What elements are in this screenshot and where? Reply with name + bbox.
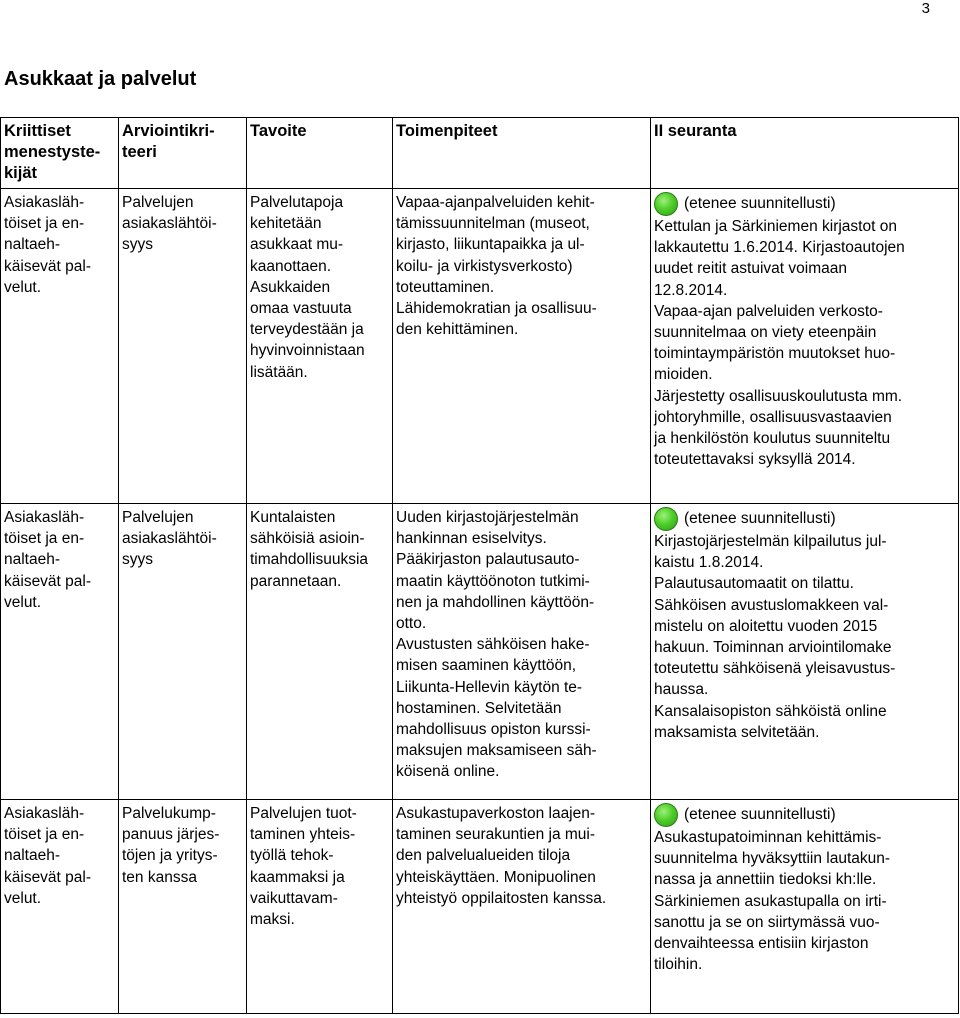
cell-critical-success-factor: Asiakasläh- töiset ja en- naltaeh- käisevät pal- velut. [1,189,119,504]
follow-up-text: Kirjastojärjestelmän kilpailutus jul- kaistu 1.8.2014. Palautusautomaatit on tilattu. Sähköisen avustuslomakkeen val- mistelu on aloitettu vuoden 2015 hakuun. Toiminnan arviointilomake toteutettu sähköisenä yleisavustus- haussa. Kansalaisopiston sähköistä online maksamista selvitetään. [654,533,896,741]
cell-critical-success-factor: Asiakasläh- töiset ja en- naltaeh- käisevät pal- velut. [1,504,119,800]
cell-evaluation-criterion: Palvelujen asiakaslähtöi- syys [119,189,247,504]
cell-goal: Palvelujen tuot- taminen yhteis- työllä tehok- kaammaksi ja vaikuttavam- maksi. [247,800,393,1014]
follow-up-text: Asukastupatoiminnan kehittämis- suunnitelma hyväksyttiin lautakun- nassa ja annettiin tiedoksi kh:lle. Särkiniemen asukastupalla on irti- sanottu ja se on siirtymässä vuo- denvaihteessa entisiin kirjaston tiloihin. [654,829,891,974]
table-row [1,504,959,800]
table-row [1,800,959,1014]
page-number: 3 [921,0,930,17]
cell-critical-success-factor: Asiakasläh- töiset ja en- naltaeh- käisevät pal- velut. [1,800,119,1014]
green-status-icon [654,192,678,216]
status-label: (etenee suunnitellusti) [684,806,836,824]
header-follow-up: II seuranta [651,118,959,189]
header-goals: Tavoite [247,118,393,189]
cell-follow-up [651,504,959,800]
green-status-icon [654,507,678,531]
action-plan-table [0,117,959,1014]
green-status-icon [654,803,678,827]
cell-actions: Asukastupaverkoston laajen- taminen seurakuntien ja mui- den palvelualueiden tiloja yhteiskäyttäen. Monipuolinen yhteistyö oppilaitosten kanssa. [393,800,651,1014]
cell-actions: Uuden kirjastojärjestelmän hankinnan esiselvitys. Pääkirjaston palautusauto- maatin käyttöönoton tutkimi- nen ja mahdollinen käyttöön- otto. Avustusten sähköisen hake- misen saaminen käyttöön, Liikunta-Hellevin käytön te- hostaminen. Selvitetään mahdollisuus opiston kurssi- maksujen maksamiseen säh- köisenä online. [393,504,651,800]
cell-goal: Palvelutapoja kehitetään asukkaat mu- kaanottaen. Asukkaiden omaa vastuuta terveydestään ja hyvinvoinnistaan lisätään. [247,189,393,504]
follow-up-text: Kettulan ja Särkiniemen kirjastot on lakkautettu 1.6.2014. Kirjastoautojen uudet reitit astuivat voimaan 12.8.2014. Vapaa-ajan palveluiden verkosto- suunnitelmaa on viety eteenpäin toimintaympäristön muutokset huo- mioiden. Järjestetty osallisuuskoulutusta mm. johtoryhmille, osallisuusvastaavien ja henkilöstön koulutus suunniteltu toteutettavaksi syksyllä 2014. [654,218,905,469]
page-title: Asukkaat ja palvelut [4,68,197,90]
status-label: (etenee suunnitellusti) [684,510,836,528]
status-line [654,192,956,216]
cell-actions: Vapaa-ajanpalveluiden kehit- tämissuunnitelman (museot, kirjasto, liikuntapaikka ja ul- koilu- ja virkistysverkosto) toteuttaminen. Lähidemokratian ja osallisuu- den kehittäminen. [393,189,651,504]
cell-follow-up [651,800,959,1014]
status-line [654,803,956,827]
header-critical-success-factors: Kriittiset menestyste- kijät [1,118,119,189]
header-actions: Toimenpiteet [393,118,651,189]
cell-goal: Kuntalaisten sähköisiä asioin- timahdollisuuksia parannetaan. [247,504,393,800]
status-label: (etenee suunnitellusti) [684,195,836,213]
table-header-row [1,118,959,189]
table-row [1,189,959,504]
cell-evaluation-criterion: Palvelujen asiakaslähtöi- syys [119,504,247,800]
cell-evaluation-criterion: Palvelukump- panuus järjes- töjen ja yritys- ten kanssa [119,800,247,1014]
header-evaluation-criteria: Arviointikri- teeri [119,118,247,189]
status-line [654,507,956,531]
cell-follow-up [651,189,959,504]
